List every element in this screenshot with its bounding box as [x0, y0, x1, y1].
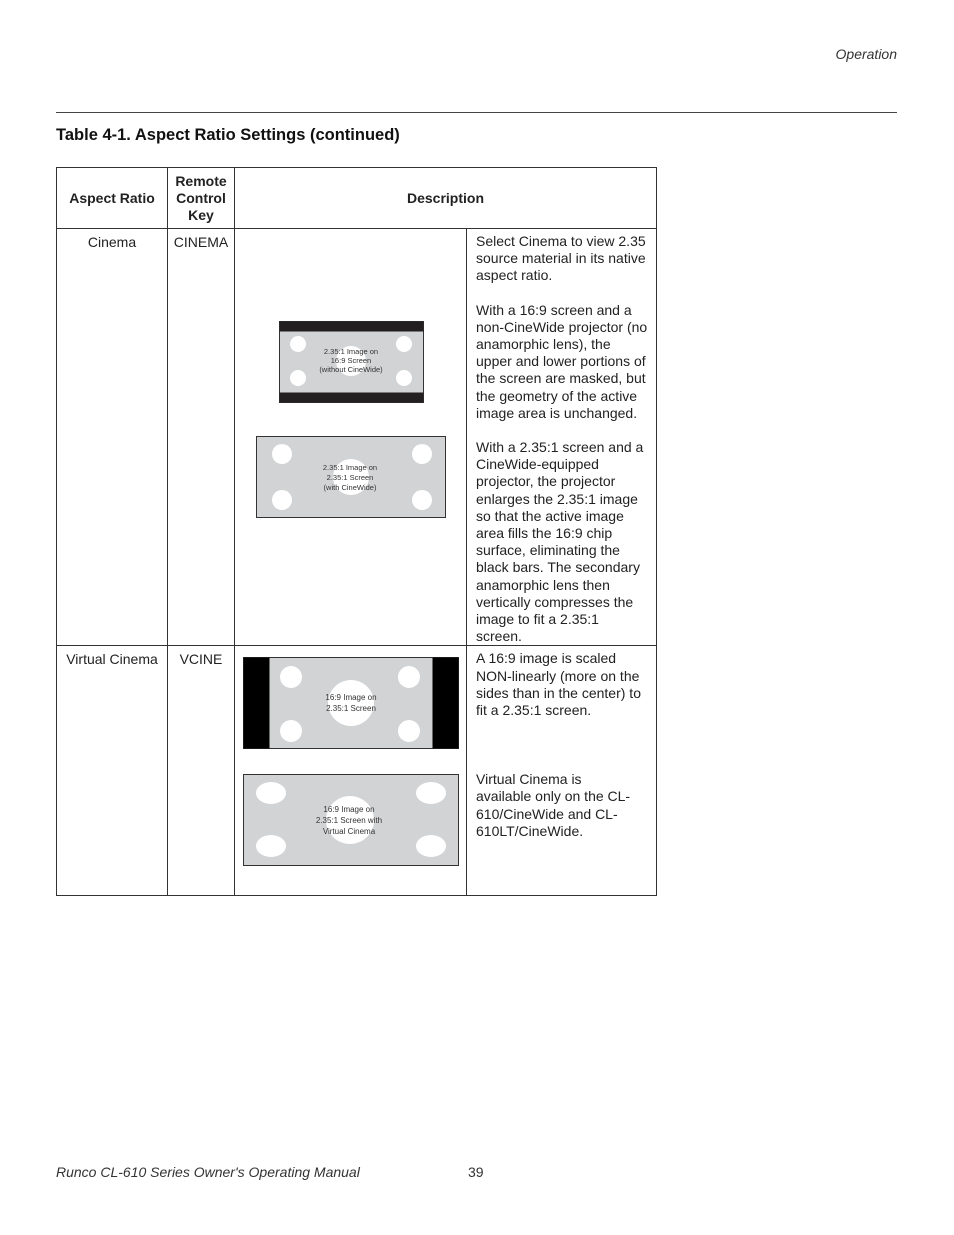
table-row: [57, 646, 657, 896]
diagram-virtual-cinema-scaled: [243, 774, 461, 868]
table-header-row: [57, 168, 657, 229]
diagram-label: 16:9 Image on: [325, 693, 377, 703]
diagram-label: 2.35:1 Image on: [322, 463, 378, 472]
aspect-ratio-table: [56, 167, 657, 896]
remote-key-cell: CINEMA: [168, 229, 235, 646]
diagram-label: (with CineWide): [323, 483, 377, 492]
diagram-label: 2.35:1 Screen: [326, 704, 376, 714]
running-header-section: Operation: [835, 46, 897, 62]
diagram-label: 2.35:1 Screen with: [315, 816, 383, 826]
description-paragraph: With a 2.35:1 screen and a CineWide-equipped projector, the projector enlarges the 2.35:1 image so that the active image area fills the 16:9 chip surface, eliminating the black bars. The secondary anamorphic lens then vertically compresses the image to fit a 2.35:1 screen.: [476, 439, 644, 645]
diagram-label: 16:9 Image on: [323, 805, 375, 815]
footer-manual-title: Runco CL-610 Series Owner's Operating Manual: [56, 1164, 360, 1180]
diagram-cinema-with-cinewide: [256, 436, 448, 520]
diagram-cell: [235, 229, 467, 646]
diagram-label: 2.35:1 Image on: [323, 347, 379, 356]
description-paragraph: A 16:9 image is scaled NON-linearly (more on the sides than in the center) to fit a 2.35:1 screen.: [476, 650, 641, 719]
column-header-remote-key-label: Remote Control Key: [175, 172, 227, 223]
column-header-description: Description: [235, 168, 657, 229]
description-cell: [467, 229, 657, 646]
aspect-ratio-cell: Virtual Cinema: [57, 646, 168, 896]
description-cell: [467, 646, 657, 896]
header-rule: [56, 112, 897, 113]
diagram-virtual-cinema-standard: [243, 657, 461, 751]
table-title: Table 4-1. Aspect Ratio Settings (continued): [56, 126, 400, 144]
column-header-remote-key: [168, 168, 235, 229]
description-paragraph: Virtual Cinema is available only on the CL-610/CineWide and CL-610LT/CineWide.: [476, 771, 631, 839]
remote-key-cell: VCINE: [168, 646, 235, 896]
description-paragraph: Select Cinema to view 2.35 source material in its native aspect ratio.: [476, 233, 646, 284]
diagram-label: (without CineWide): [319, 365, 383, 374]
footer-page-number: 39: [468, 1164, 484, 1180]
description-paragraph: With a 16:9 screen and a non-CineWide projector (no anamorphic lens), the upper and lower portions of the screen are masked, but the geometry of the active image area is unchanged.: [476, 301, 648, 421]
table-row: [57, 229, 657, 646]
diagram-label: 16:9 Screen: [330, 356, 372, 365]
column-header-aspect-ratio: Aspect Ratio: [57, 168, 168, 229]
diagram-cinema-without-cinewide: [279, 321, 425, 405]
diagram-label: Virtual Cinema: [322, 827, 376, 837]
diagram-label: 2.35:1 Screen: [326, 473, 374, 482]
aspect-ratio-cell: Cinema: [57, 229, 168, 646]
diagram-cell: [235, 646, 467, 896]
